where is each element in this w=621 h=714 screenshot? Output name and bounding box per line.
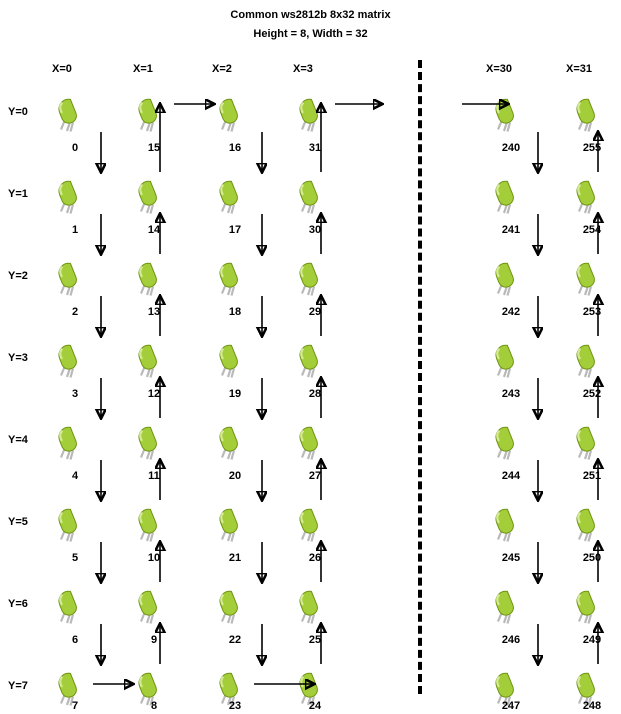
led-index-label: 251 [582,470,602,482]
led-index-label: 24 [308,700,322,712]
led-index-label: 22 [228,634,242,646]
led-index-label: 12 [147,388,161,400]
led-index-label: 242 [501,306,521,318]
led-index-label: 245 [501,552,521,564]
led-index-label: 249 [582,634,602,646]
led-index-label: 3 [71,388,79,400]
led-index-label: 30 [308,224,322,236]
led-index-label: 16 [228,142,242,154]
led-index-label: 25 [308,634,322,646]
led-index-label: 2 [71,306,79,318]
led-index-label: 254 [582,224,602,236]
led-index-label: 246 [501,634,521,646]
title-line-2: Height = 8, Width = 32 [253,28,368,40]
row-header-4: Y=4 [8,434,28,446]
column-header-4: X=30 [486,63,512,75]
led-index-label: 8 [150,700,158,712]
row-header-3: Y=3 [8,352,28,364]
led-index-label: 0 [71,142,79,154]
title-line-1: Common ws2812b 8x32 matrix [230,9,391,21]
row-header-6: Y=6 [8,598,28,610]
row-header-2: Y=2 [8,270,28,282]
led-index-label: 20 [228,470,242,482]
led-index-label: 248 [582,700,602,712]
led-index-label: 252 [582,388,602,400]
row-header-1: Y=1 [8,188,28,200]
led-index-label: 29 [308,306,322,318]
led-index-label: 15 [147,142,161,154]
led-index-label: 23 [228,700,242,712]
led-index-label: 4 [71,470,79,482]
led-index-label: 9 [150,634,158,646]
column-header-2: X=2 [212,63,232,75]
led-index-label: 17 [228,224,242,236]
led-index-label: 241 [501,224,521,236]
led-index-label: 253 [582,306,602,318]
led-index-label: 27 [308,470,322,482]
led-index-label: 6 [71,634,79,646]
column-header-1: X=1 [133,63,153,75]
row-header-0: Y=0 [8,106,28,118]
column-header-5: X=31 [566,63,592,75]
led-index-label: 13 [147,306,161,318]
led-index-label: 5 [71,552,79,564]
led-index-label: 255 [582,142,602,154]
led-index-label: 247 [501,700,521,712]
led-index-label: 10 [147,552,161,564]
led-index-label: 11 [148,470,160,482]
led-index-label: 240 [501,142,521,154]
row-header-7: Y=7 [8,680,28,692]
led-index-label: 28 [308,388,322,400]
led-index-label: 18 [228,306,242,318]
led-index-label: 26 [308,552,322,564]
led-index-label: 7 [71,700,79,712]
led-index-label: 1 [71,224,79,236]
led-index-label: 31 [308,142,322,154]
led-index-label: 19 [228,388,242,400]
led-index-label: 243 [501,388,521,400]
row-header-5: Y=5 [8,516,28,528]
led-index-label: 14 [147,224,161,236]
column-header-0: X=0 [52,63,72,75]
led-index-label: 244 [501,470,521,482]
column-header-3: X=3 [293,63,313,75]
led-index-label: 250 [582,552,602,564]
led-index-label: 21 [228,552,242,564]
